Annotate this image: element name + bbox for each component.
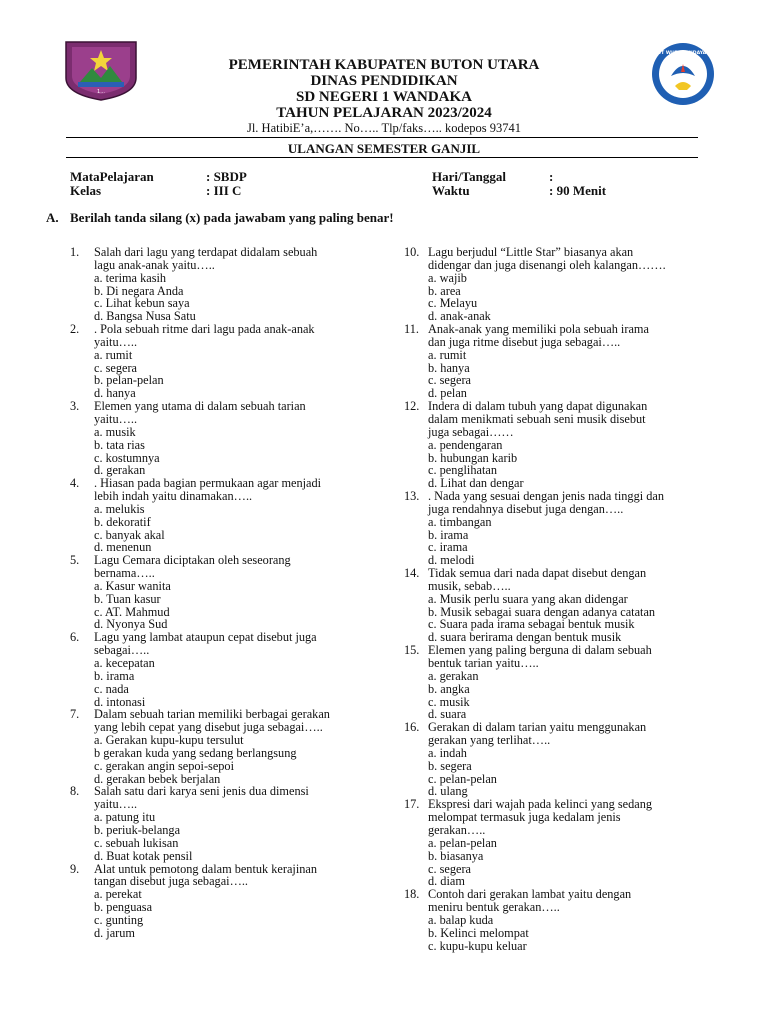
answer-option: c. segera bbox=[428, 861, 472, 876]
answer-option: a. gerakan bbox=[428, 668, 479, 683]
answer-option: d. diam bbox=[428, 874, 465, 889]
question-stem: Tidak semua dari nada dapat disebut dengan bbox=[428, 566, 647, 581]
answer-option: c. banyak akal bbox=[94, 527, 165, 542]
question-stem: sebagai….. bbox=[94, 643, 150, 658]
answer-option: c. gerakan angin sepoi-sepoi bbox=[94, 758, 234, 773]
question-stem: . Nada yang sesuai dengan jenis nada tinggi dan bbox=[428, 489, 664, 504]
subject-label: MataPelajaran bbox=[70, 169, 154, 184]
answer-option: a. kecepatan bbox=[94, 656, 155, 670]
question-stem: Indera di dalam tubuh yang dapat digunakan bbox=[428, 399, 648, 414]
answer-option: a. Musik perlu suara yang akan didengar bbox=[428, 591, 628, 606]
header-government-name: PEMERINTAH KABUPATEN BUTON UTARA bbox=[228, 57, 540, 73]
question-stem: Lagu Cemara diciptakan oleh seseorang bbox=[94, 553, 291, 568]
question-stem: dan juga ritme disebut juga sebagai….. bbox=[428, 334, 621, 349]
answer-option: c. irama bbox=[428, 540, 468, 555]
question-stem: meniru bentuk gerakan….. bbox=[428, 900, 560, 915]
question-item bbox=[70, 863, 370, 940]
question-stem: Anak-anak yang memiliki pola sebuah irama bbox=[428, 322, 649, 337]
question-stem: lebih indah yaitu dinamakan….. bbox=[94, 489, 253, 504]
answer-option: b. biasanya bbox=[428, 848, 484, 863]
section-instruction bbox=[46, 210, 394, 226]
answer-option: c. gunting bbox=[94, 912, 144, 927]
answer-option: a. rumit bbox=[428, 347, 467, 362]
answer-option: b gerakan kuda yang sedang berlangsung bbox=[94, 745, 297, 760]
question-number: 4. bbox=[70, 476, 80, 491]
instruction-text: Berilah tanda silang (x) pada jawabam yang paling benar! bbox=[70, 210, 394, 225]
question-number: 16. bbox=[404, 720, 420, 735]
answer-option: a. wajib bbox=[428, 270, 467, 285]
questions-left-column bbox=[70, 246, 370, 940]
question-item bbox=[404, 798, 704, 888]
answer-option: d. Nyonya Sud bbox=[94, 617, 168, 632]
answer-option: d. jarum bbox=[94, 925, 135, 940]
answer-option: c. Lihat kebun saya bbox=[94, 296, 190, 311]
question-stem: Elemen yang paling berguna di dalam sebuah bbox=[428, 643, 652, 658]
question-number: 11. bbox=[404, 322, 419, 337]
answer-option: d. Buat kotak pensil bbox=[94, 848, 193, 863]
answer-option: b. periuk-belanga bbox=[94, 822, 181, 837]
answer-option: a. pelan-pelan bbox=[428, 835, 497, 850]
answer-option: b. irama bbox=[94, 668, 135, 683]
class-label: Kelas bbox=[70, 183, 102, 198]
answer-option: b. segera bbox=[428, 758, 472, 773]
answer-option: d. menenun bbox=[94, 540, 152, 555]
date-value: : bbox=[549, 169, 554, 184]
answer-option: a. patung itu bbox=[94, 810, 156, 825]
answer-option: b. Tuan kasur bbox=[94, 591, 161, 606]
answer-option: a. perekat bbox=[94, 887, 142, 902]
answer-option: b. hanya bbox=[428, 360, 470, 375]
question-item bbox=[70, 400, 370, 477]
question-number: 17. bbox=[404, 797, 420, 812]
answer-option: b. area bbox=[428, 283, 461, 298]
question-item bbox=[404, 644, 704, 721]
question-stem: Gerakan di dalam tarian yaitu menggunakan bbox=[428, 720, 647, 735]
question-stem: Salah dari lagu yang terdapat didalam sebuah bbox=[94, 245, 318, 259]
question-number: 7. bbox=[70, 707, 80, 722]
answer-option: c. pelan-pelan bbox=[428, 771, 497, 786]
answer-option: c. segera bbox=[428, 373, 472, 388]
answer-option: d. anak-anak bbox=[428, 309, 491, 324]
answer-option: d. ulang bbox=[428, 784, 468, 799]
question-stem: Ekspresi dari wajah pada kelinci yang sedang bbox=[428, 797, 652, 812]
question-number: 13. bbox=[404, 489, 420, 504]
question-stem: Lagu berjudul “Little Star” biasanya akan bbox=[428, 245, 634, 259]
answer-option: d. hanya bbox=[94, 386, 136, 401]
question-stem: Lagu yang lambat ataupun cepat disebut juga bbox=[94, 630, 317, 645]
answer-option: b. hubungan karib bbox=[428, 450, 518, 465]
answer-option: d. suara berirama dengan bentuk musik bbox=[428, 630, 622, 645]
time-value: : 90 Menit bbox=[549, 183, 607, 198]
question-number: 8. bbox=[70, 784, 80, 799]
title-divider bbox=[66, 157, 698, 158]
question-stem: yaitu….. bbox=[94, 334, 138, 349]
answer-option: a. Kasur wanita bbox=[94, 578, 171, 593]
question-item bbox=[70, 708, 370, 785]
answer-option: c. Melayu bbox=[428, 296, 478, 311]
question-stem: Alat untuk pemotong dalam bentuk kerajinan bbox=[94, 861, 317, 876]
question-stem: Salah satu dari karya seni jenis dua dimensi bbox=[94, 784, 309, 799]
answer-option: a. melukis bbox=[94, 501, 145, 516]
answer-option: b. dekoratif bbox=[94, 514, 151, 529]
time-label: Waktu bbox=[432, 183, 470, 198]
answer-option: a. pendengaran bbox=[428, 437, 503, 452]
answer-option: d. gerakan bebek berjalan bbox=[94, 771, 221, 786]
question-item bbox=[70, 477, 370, 554]
question-number: 10. bbox=[404, 245, 420, 259]
answer-option: a. Gerakan kupu-kupu tersulut bbox=[94, 733, 244, 748]
answer-option: d. Bangsa Nusa Satu bbox=[94, 309, 196, 324]
question-stem: gerakan….. bbox=[428, 822, 486, 837]
svg-text:TUT WURI HANDAYANI: TUT WURI HANDAYANI bbox=[654, 51, 712, 56]
answer-option: d. melodi bbox=[428, 553, 475, 568]
header-divider bbox=[66, 137, 698, 138]
question-number: 9. bbox=[70, 861, 80, 876]
answer-option: c. nada bbox=[94, 681, 129, 696]
answer-option: d. intonasi bbox=[94, 694, 146, 709]
question-item bbox=[404, 323, 704, 400]
answer-option: a. indah bbox=[428, 745, 467, 760]
header-department: DINAS PENDIDIKAN bbox=[310, 73, 458, 89]
question-item bbox=[70, 785, 370, 862]
section-letter: A. bbox=[46, 210, 59, 225]
answer-option: a. rumit bbox=[94, 347, 133, 362]
question-number: 5. bbox=[70, 553, 80, 568]
header-address: Jl. HatibiE’a,……. No….. Tlp/faks….. kodepos 93741 bbox=[246, 121, 522, 135]
answer-option: b. irama bbox=[428, 527, 469, 542]
answer-option: c. musik bbox=[428, 694, 470, 709]
answer-option: c. penglihatan bbox=[428, 463, 497, 478]
question-stem: Elemen yang utama di dalam sebuah tarian bbox=[94, 399, 306, 414]
question-item bbox=[404, 888, 704, 952]
question-number: 18. bbox=[404, 887, 420, 902]
answer-option: b. tata rias bbox=[94, 437, 145, 452]
questions-right-column bbox=[404, 246, 704, 952]
answer-option: c. segera bbox=[94, 360, 138, 375]
question-number: 12. bbox=[404, 399, 420, 414]
answer-option: c. kupu-kupu keluar bbox=[428, 938, 527, 953]
question-stem: . Pola sebuah ritme dari lagu pada anak-anak bbox=[94, 322, 315, 337]
question-number: 15. bbox=[404, 643, 420, 658]
question-stem: . Hiasan pada bagian permukaan agar menjadi bbox=[94, 476, 322, 491]
question-stem: lagu anak-anak yaitu….. bbox=[94, 257, 215, 272]
question-stem: bentuk tarian yaitu….. bbox=[428, 656, 539, 670]
answer-option: a. terima kasih bbox=[94, 270, 167, 285]
question-stem: bernama….. bbox=[94, 566, 155, 581]
date-label: Hari/Tanggal bbox=[432, 169, 506, 184]
answer-option: d. gerakan bbox=[94, 463, 146, 478]
question-number: 1. bbox=[70, 245, 80, 259]
header-school-name: SD NEGERI 1 WANDAKA bbox=[295, 89, 472, 105]
question-number: 6. bbox=[70, 630, 80, 645]
question-number: 2. bbox=[70, 322, 80, 337]
answer-option: b. Musik sebagai suara dengan adanya catatan bbox=[428, 604, 656, 619]
answer-option: c. sebuah lukisan bbox=[94, 835, 179, 850]
question-item bbox=[404, 400, 704, 490]
answer-option: d. pelan bbox=[428, 386, 467, 401]
question-stem: dalam menikmati sebuah seni musik disebut bbox=[428, 411, 646, 426]
answer-option: d. suara bbox=[428, 707, 467, 722]
question-item bbox=[404, 490, 704, 567]
exam-title: ULANGAN SEMESTER GANJIL bbox=[287, 141, 481, 156]
question-stem: yang lebih cepat yang disebut juga sebagai….. bbox=[94, 720, 323, 735]
header-academic-year: TAHUN PELAJARAN 2023/2024 bbox=[276, 105, 492, 121]
question-stem: juga sebagai…… bbox=[428, 424, 514, 439]
question-number: 3. bbox=[70, 399, 80, 414]
question-item bbox=[70, 323, 370, 400]
answer-option: b. pelan-pelan bbox=[94, 373, 164, 388]
question-stem: Contoh dari gerakan lambat yaitu dengan bbox=[428, 887, 632, 902]
answer-option: c. AT. Mahmud bbox=[94, 604, 170, 619]
answer-option: c. kostumnya bbox=[94, 450, 160, 465]
question-item bbox=[70, 246, 370, 323]
question-number: 14. bbox=[404, 566, 420, 581]
answer-option: b. Di negara Anda bbox=[94, 283, 184, 298]
question-stem: didengar dan juga disenangi oleh kalangan……. bbox=[428, 257, 666, 272]
answer-option: d. Lihat dan dengar bbox=[428, 476, 524, 491]
answer-option: a. timbangan bbox=[428, 514, 492, 529]
question-stem: gerakan yang terlihat….. bbox=[428, 733, 551, 748]
subject-value: : SBDP bbox=[206, 169, 247, 184]
question-stem: yaitu….. bbox=[94, 797, 138, 812]
question-stem: yaitu….. bbox=[94, 411, 138, 426]
svg-text:1...: 1... bbox=[97, 89, 105, 95]
question-item bbox=[404, 567, 704, 644]
answer-option: b. penguasa bbox=[94, 900, 153, 915]
question-stem: musik, sebab….. bbox=[428, 578, 511, 593]
question-stem: juga rendahnya disebut juga dengan….. bbox=[428, 501, 624, 516]
question-stem: tangan disebut juga sebagai….. bbox=[94, 874, 249, 889]
question-stem: melompat termasuk juga kedalam jenis bbox=[428, 810, 621, 825]
class-value: : III C bbox=[206, 183, 242, 198]
question-item bbox=[404, 721, 704, 798]
answer-option: a. balap kuda bbox=[428, 912, 494, 927]
question-item bbox=[70, 554, 370, 631]
answer-option: b. Kelinci melompat bbox=[428, 925, 529, 940]
answer-option: b. angka bbox=[428, 681, 470, 696]
question-stem: Dalam sebuah tarian memiliki berbagai gerakan bbox=[94, 707, 330, 722]
question-item bbox=[404, 246, 704, 323]
answer-option: c. Suara pada irama sebagai bentuk musik bbox=[428, 617, 635, 632]
answer-option: a. musik bbox=[94, 424, 136, 439]
question-item bbox=[70, 631, 370, 708]
